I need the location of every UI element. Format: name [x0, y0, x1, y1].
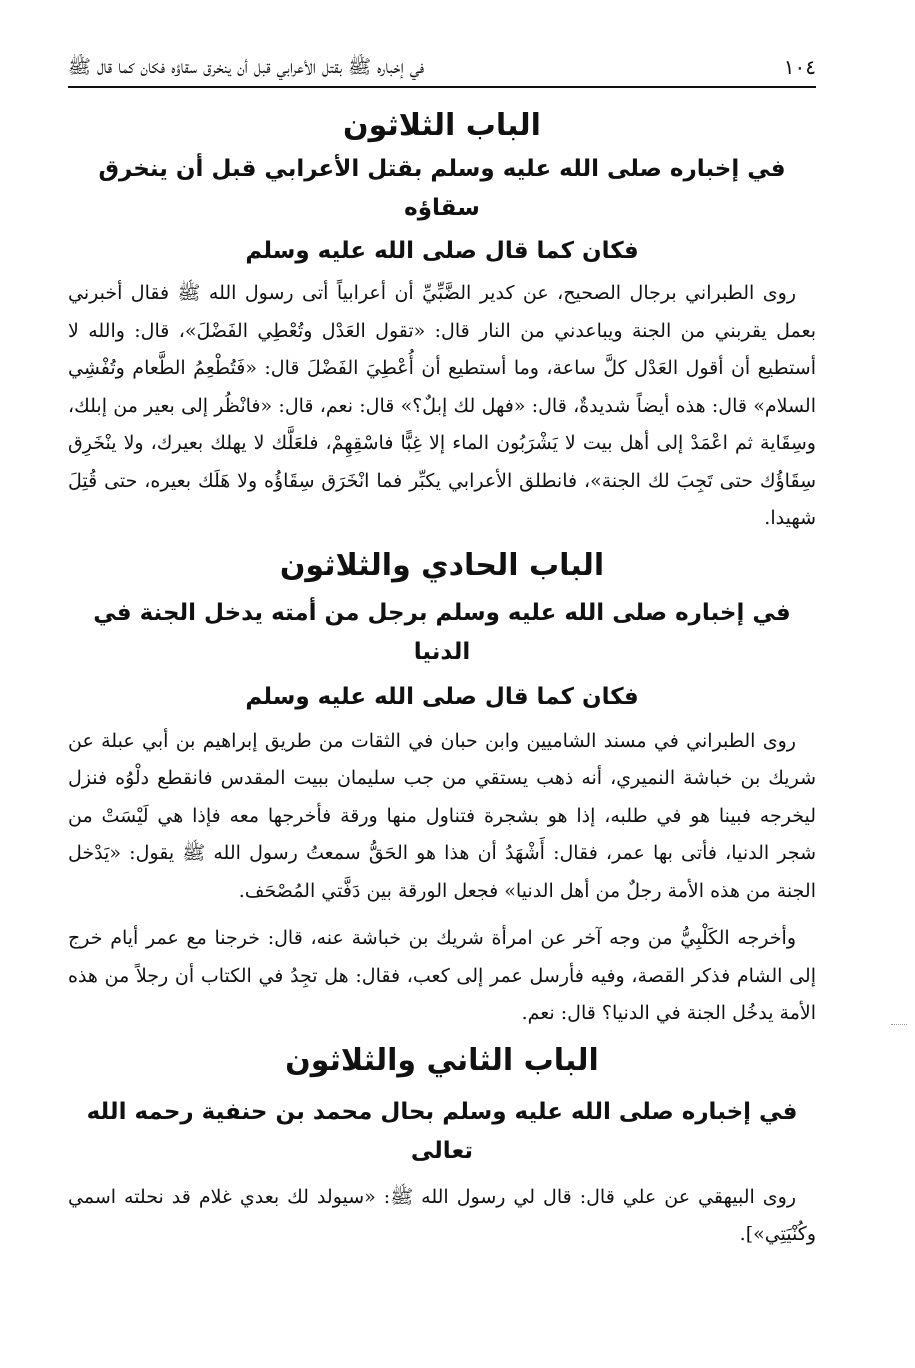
- body-paragraph: روى الطبراني برجال الصحيح، عن كدير الضَّبِّيِّ أن أعرابياً أتى رسول الله ﷺ فقال أخبرني بعمل يقربني من الجنة ويباعدني من النار قال: «تقول العَدْل وتُعْطِي الفَضْلَ»، قال: والله لا أستطيع أن أقول العَدْل كلَّ ساعة، وما أستطيع أن أُعْطِيَ الفَضْلَ قال: «فَتُطْعِمُ الطَّعام وتُفْشِي السلام» قال: هذه أيضاً شديدةٌ، قال: «فهل لك إبلٌ؟» قال: نعم، قال: «فانْظُر إلى بعير من إبلك، وسِقَاية ثم اعْمَدْ إلى أهل بيت لا يَشْرَبُون الماء إلا غِبًّا فاسْقِهِمْ، فلعَلَّك لا يهلك بعيرك، ولا ينْخَرِق سِقَاؤُك حتى تَجِبَ لك الجنة»، فانطلق الأعرابي يكبِّر فما انْخَرَق سِقَاؤُه ولا هَلَك بعيره، حتى قُتِلَ شهيدا.: [68, 282, 816, 529]
- chapter-title: الباب الثلاثون: [343, 108, 541, 143]
- chapter-30: [68, 102, 816, 538]
- book-page: [68, 38, 816, 1264]
- chapter-32: [68, 1037, 816, 1254]
- chapter-title: الباب الحادي والثلاثون: [279, 547, 605, 583]
- running-title: في إخباره ﷺ بقتل الأعرابي قبل أن ينخرق سقاؤه فكان كما قال ﷺ: [68, 56, 425, 78]
- body-paragraph: روى الطبراني في مسند الشاميين وابن حبان في الثقات من طريق إبراهيم بن أبي عبلة عن شريك بن خباشة النميري، أنه ذهب يستقي من جب سليمان ببيت المقدس فانقطع دلْوُه فنزل ليخرجه فبينا هو في طلبه، إذا هو بشجرة فتناول منها ورقة فأخرجها معه فإذا هي لَيْسَتْ من شجر الدنيا، فأتى بها عمر، فقال: أَشْهَدُ أن هذا هو الحَقُّ سمعتُ رسول الله ﷺ يقول: «يَدْخل الجنة من هذه الأمة رجلٌ من أهل الدنيا» فجعل الورقة بين دَفَّتي المُصْحَف.: [68, 729, 816, 902]
- chapter-31: [68, 542, 816, 1033]
- chapter-subtitle: فكان كما قال صلى الله عليه وسلم: [245, 683, 639, 710]
- chapter-subtitle: في إخباره صلى الله عليه وسلم بحال محمد بن حنفية رحمه الله تعالى: [86, 1098, 798, 1164]
- chapter-subtitle: في إخباره صلى الله عليه وسلم بقتل الأعرابي قبل أن ينخرق سقاؤه: [98, 156, 786, 221]
- chapter-title: الباب الثاني والثلاثون: [285, 1042, 599, 1078]
- body-paragraph: روى البيهقي عن علي قال: قال لي رسول الله ﷺ: «سيولد لك بعدي غلام قد نحلته اسمي وكُنْيَتِي»].: [68, 1185, 816, 1245]
- running-header: [68, 38, 816, 88]
- scan-artifact: [891, 1024, 907, 1026]
- page-number: ١٠٤: [783, 55, 816, 79]
- chapter-subtitle: في إخباره صلى الله عليه وسلم برجل من أمته يدخل الجنة في الدنيا: [93, 599, 791, 665]
- body-paragraph: وأخرجه الكَلْبِيُّ من وجه آخر عن امرأة شريك بن خباشة عنه، قال: خرجنا مع عمر أيام خرج إلى الشام فذكر القصة، وفيه فأرسل عمر إلى كعب، فقال: هل تجِدُ في الكتاب أن رجلاً من هذه الأمة يدخُل الجنة في الدنيا؟ قال: نعم.: [68, 927, 816, 1024]
- chapter-subtitle: فكان كما قال صلى الله عليه وسلم: [245, 238, 639, 264]
